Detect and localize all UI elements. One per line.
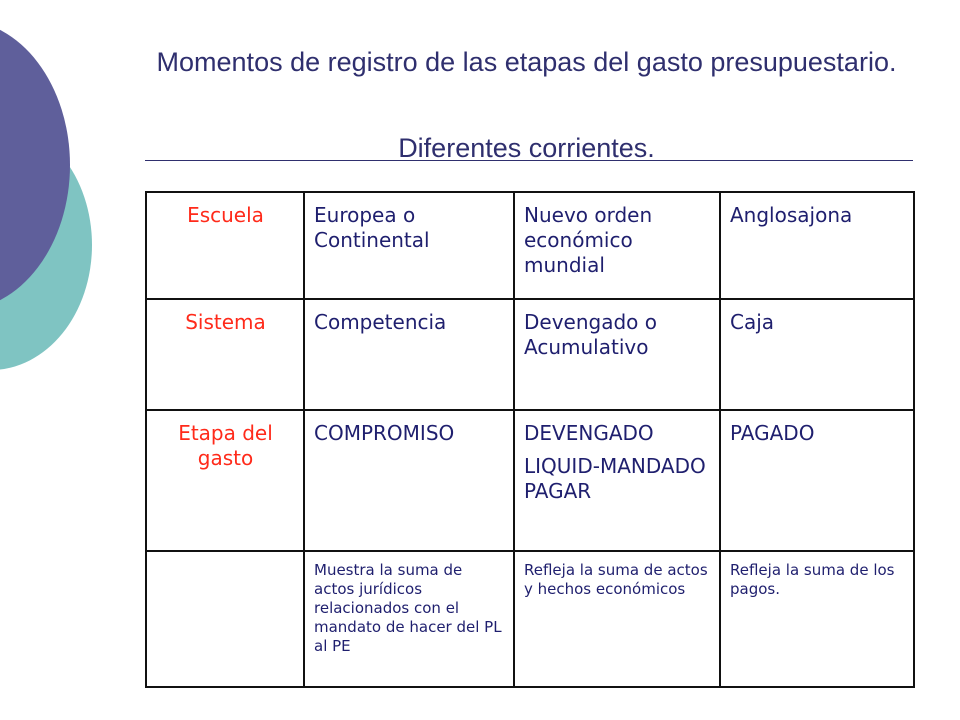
table-cell: Devengado o Acumulativo	[514, 299, 720, 410]
comparison-table	[145, 191, 915, 688]
row-header-escuela: Escuela	[146, 192, 304, 299]
table-cell: Muestra la suma de actos jurídicos relacionados con el mandato de hacer del PL al PE	[304, 551, 514, 687]
table-cell: PAGADO	[720, 410, 914, 551]
cell-line-devengado: DEVENGADO	[524, 421, 654, 445]
table-cell: Refleja la suma de actos y hechos económicos	[514, 551, 720, 687]
cell-line-liquid: LIQUID-MANDADO PAGAR	[524, 454, 706, 503]
row-header-etapa: Etapa del gasto	[146, 410, 304, 551]
table-row-escuela	[146, 192, 914, 299]
row-header-empty	[146, 551, 304, 687]
table-cell: Caja	[720, 299, 914, 410]
table-row-descripcion	[146, 551, 914, 687]
table-cell: Refleja la suma de los pagos.	[720, 551, 914, 687]
table-cell: Europea o Continental	[304, 192, 514, 299]
row-header-sistema: Sistema	[146, 299, 304, 410]
table-row-sistema	[146, 299, 914, 410]
table-cell	[514, 410, 720, 551]
table-cell: Nuevo orden económico mundial	[514, 192, 720, 299]
table-cell: Competencia	[304, 299, 514, 410]
table-row-etapa	[146, 410, 914, 551]
table-cell: Anglosajona	[720, 192, 914, 299]
slide-title: Momentos de registro de las etapas del gasto presupuestario.	[156, 47, 897, 77]
title-divider	[145, 160, 913, 161]
slide-subtitle: Diferentes corrientes.	[398, 133, 655, 163]
table-cell: COMPROMISO	[304, 410, 514, 551]
